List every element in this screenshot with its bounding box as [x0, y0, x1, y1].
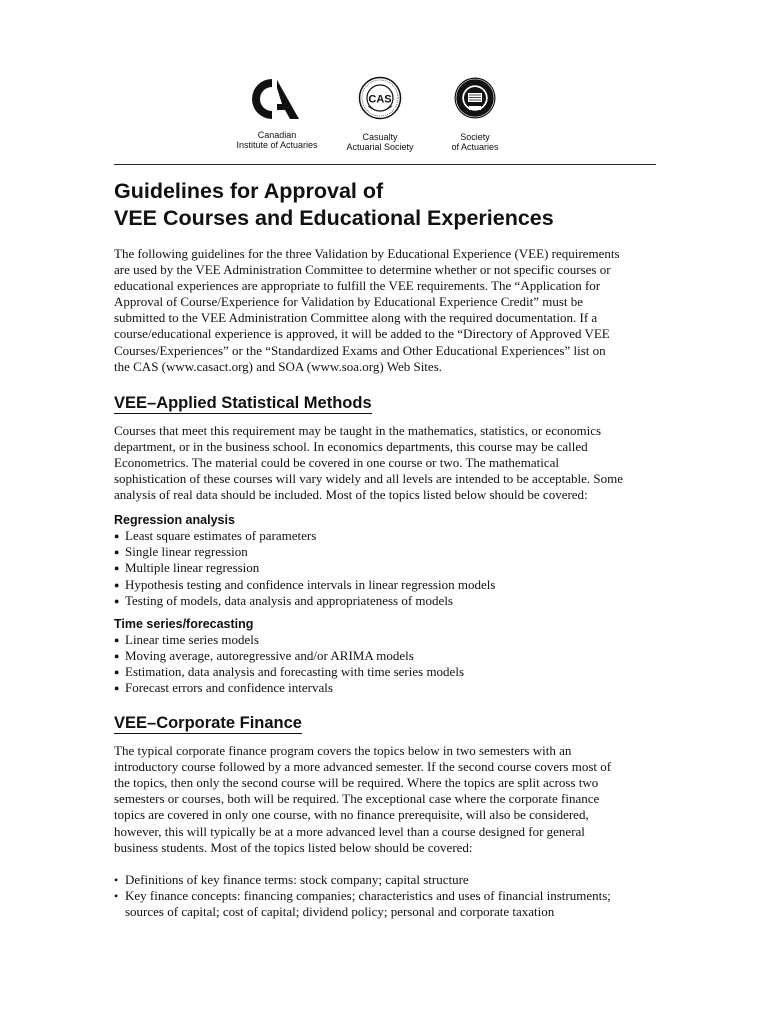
org-name-line: Institute of Actuaries: [236, 140, 318, 150]
text-line: Approval of Course/Experience for Validation by Educational Experience Credit” must be: [114, 294, 584, 310]
section-heading-corporate-finance: VEE–Corporate Finance: [114, 714, 302, 733]
document-body: [114, 178, 660, 920]
text-line: submitted to the VEE Administration Committee along with the required documentation. If a: [114, 310, 598, 326]
text-line: The following guidelines for the three Validation by Educational Experience (VEE) requirements: [114, 246, 620, 261]
regression-topics-list: [114, 528, 660, 608]
list-item: ● Hypothesis testing and confidence intervals in linear regression models: [114, 576, 496, 592]
text-line: introductory course followed by a more advanced semester. If the second course covers most of: [114, 759, 612, 775]
text-line: course/educational experience is approved, it will be added to the “Directory of Approved VEE: [114, 326, 610, 342]
logo-header: [0, 76, 768, 156]
cas-logo: [335, 76, 425, 152]
bullet-icon: ●: [114, 595, 120, 606]
text-line: Courses that meet this requirement may be taught in the mathematics, statistics, or economics: [114, 422, 602, 438]
list-item: • Key finance concepts: financing companies; characteristics and uses of financial instruments; sources of capital; cost of capital; dividend policy; personal and corporate taxation: [114, 887, 611, 919]
svg-text:CAS: CAS: [368, 93, 392, 106]
bullet-icon: ●: [114, 531, 120, 542]
header-divider: [114, 164, 656, 165]
bullet-icon: ●: [114, 650, 120, 661]
cia-logo-icon: [232, 76, 322, 122]
text-line: the CAS (www.casact.org) and SOA (www.soa.org) Web Sites.: [114, 358, 443, 374]
section-paragraph: [114, 743, 660, 856]
bullet-icon: •: [114, 872, 119, 887]
bullet-icon: ●: [114, 682, 120, 693]
list-item: ● Linear time series models: [114, 631, 259, 647]
soa-logo: [430, 76, 520, 152]
soa-seal-icon: [430, 76, 520, 120]
bullet-icon: ●: [114, 634, 120, 645]
text-line: the topics, then only the second course will be required. Where the topics are split across two: [114, 775, 599, 791]
text-line: semesters or courses, both will be required. The exceptional case where the corporate finance: [114, 791, 600, 807]
title-line: Guidelines for Approval of: [114, 179, 384, 203]
text-line: Econometrics. The material could be covered in one course or two. The mathematical: [114, 454, 559, 470]
bullet-icon: ●: [114, 547, 120, 558]
subheading-regression: Regression analysis: [114, 513, 235, 528]
list-item: ● Estimation, data analysis and forecasting with time series models: [114, 663, 465, 679]
text-line: department, or in the business school. In economics departments, this course may be called: [114, 438, 588, 454]
bullet-icon: ●: [114, 666, 120, 677]
cia-logo: [232, 76, 322, 150]
list-item: ● Testing of models, data analysis and appropriateness of models: [114, 592, 453, 608]
bullet-icon: ●: [114, 579, 120, 590]
bullet-icon: •: [114, 888, 119, 903]
org-name-line: of Actuaries: [451, 142, 499, 152]
text-line: analysis of real data should be included. Most of the topics listed below should be covered:: [114, 487, 588, 503]
text-line: sophistication of these courses will vary widely and all levels are intended to be acceptable. Some: [114, 471, 624, 487]
page-title: [114, 178, 660, 232]
text-line: topics are covered in only one course, with no finance prerequisite, will also be considered,: [114, 807, 589, 823]
corporate-finance-topics-list: [114, 872, 660, 920]
intro-paragraph: [114, 246, 660, 375]
list-item: ● Multiple linear regression: [114, 560, 260, 576]
org-name-line: Canadian: [257, 130, 297, 140]
text-line: are used by the VEE Administration Committee to determine whether or not specific courses or: [114, 262, 611, 278]
list-item: ● Moving average, autoregressive and/or ARIMA models: [114, 647, 414, 663]
bullet-icon: ●: [114, 563, 120, 574]
text-line: educational experiences are appropriate to fulfill the VEE requirements. The “Application for: [114, 278, 601, 294]
list-item: ● Forecast errors and confidence intervals: [114, 679, 333, 695]
list-item: ● Least square estimates of parameters: [114, 528, 317, 544]
text-line: however, this will typically be at a more advanced level than a course designed for general: [114, 823, 585, 839]
list-item: • Definitions of key finance terms: stock company; capital structure: [114, 871, 469, 887]
subheading-time-series: Time series/forecasting: [114, 616, 254, 631]
section-paragraph: [114, 423, 660, 503]
cas-seal-icon: [335, 76, 425, 120]
text-line: Courses/Experiences” or the “Standardized Exams and Other Educational Experiences” list on: [114, 342, 606, 358]
time-series-topics-list: [114, 632, 660, 696]
text-line: business students. Most of the topics listed below should be covered:: [114, 839, 473, 855]
title-line: VEE Courses and Educational Experiences: [114, 206, 554, 230]
org-name-line: Casualty: [362, 132, 398, 142]
section-heading-applied-statistics: VEE–Applied Statistical Methods: [114, 393, 372, 412]
org-name-line: Society: [460, 132, 490, 142]
text-line: The typical corporate finance program covers the topics below in two semesters with an: [114, 743, 572, 759]
list-item: ● Single linear regression: [114, 544, 248, 560]
org-name-line: Actuarial Society: [346, 142, 414, 152]
